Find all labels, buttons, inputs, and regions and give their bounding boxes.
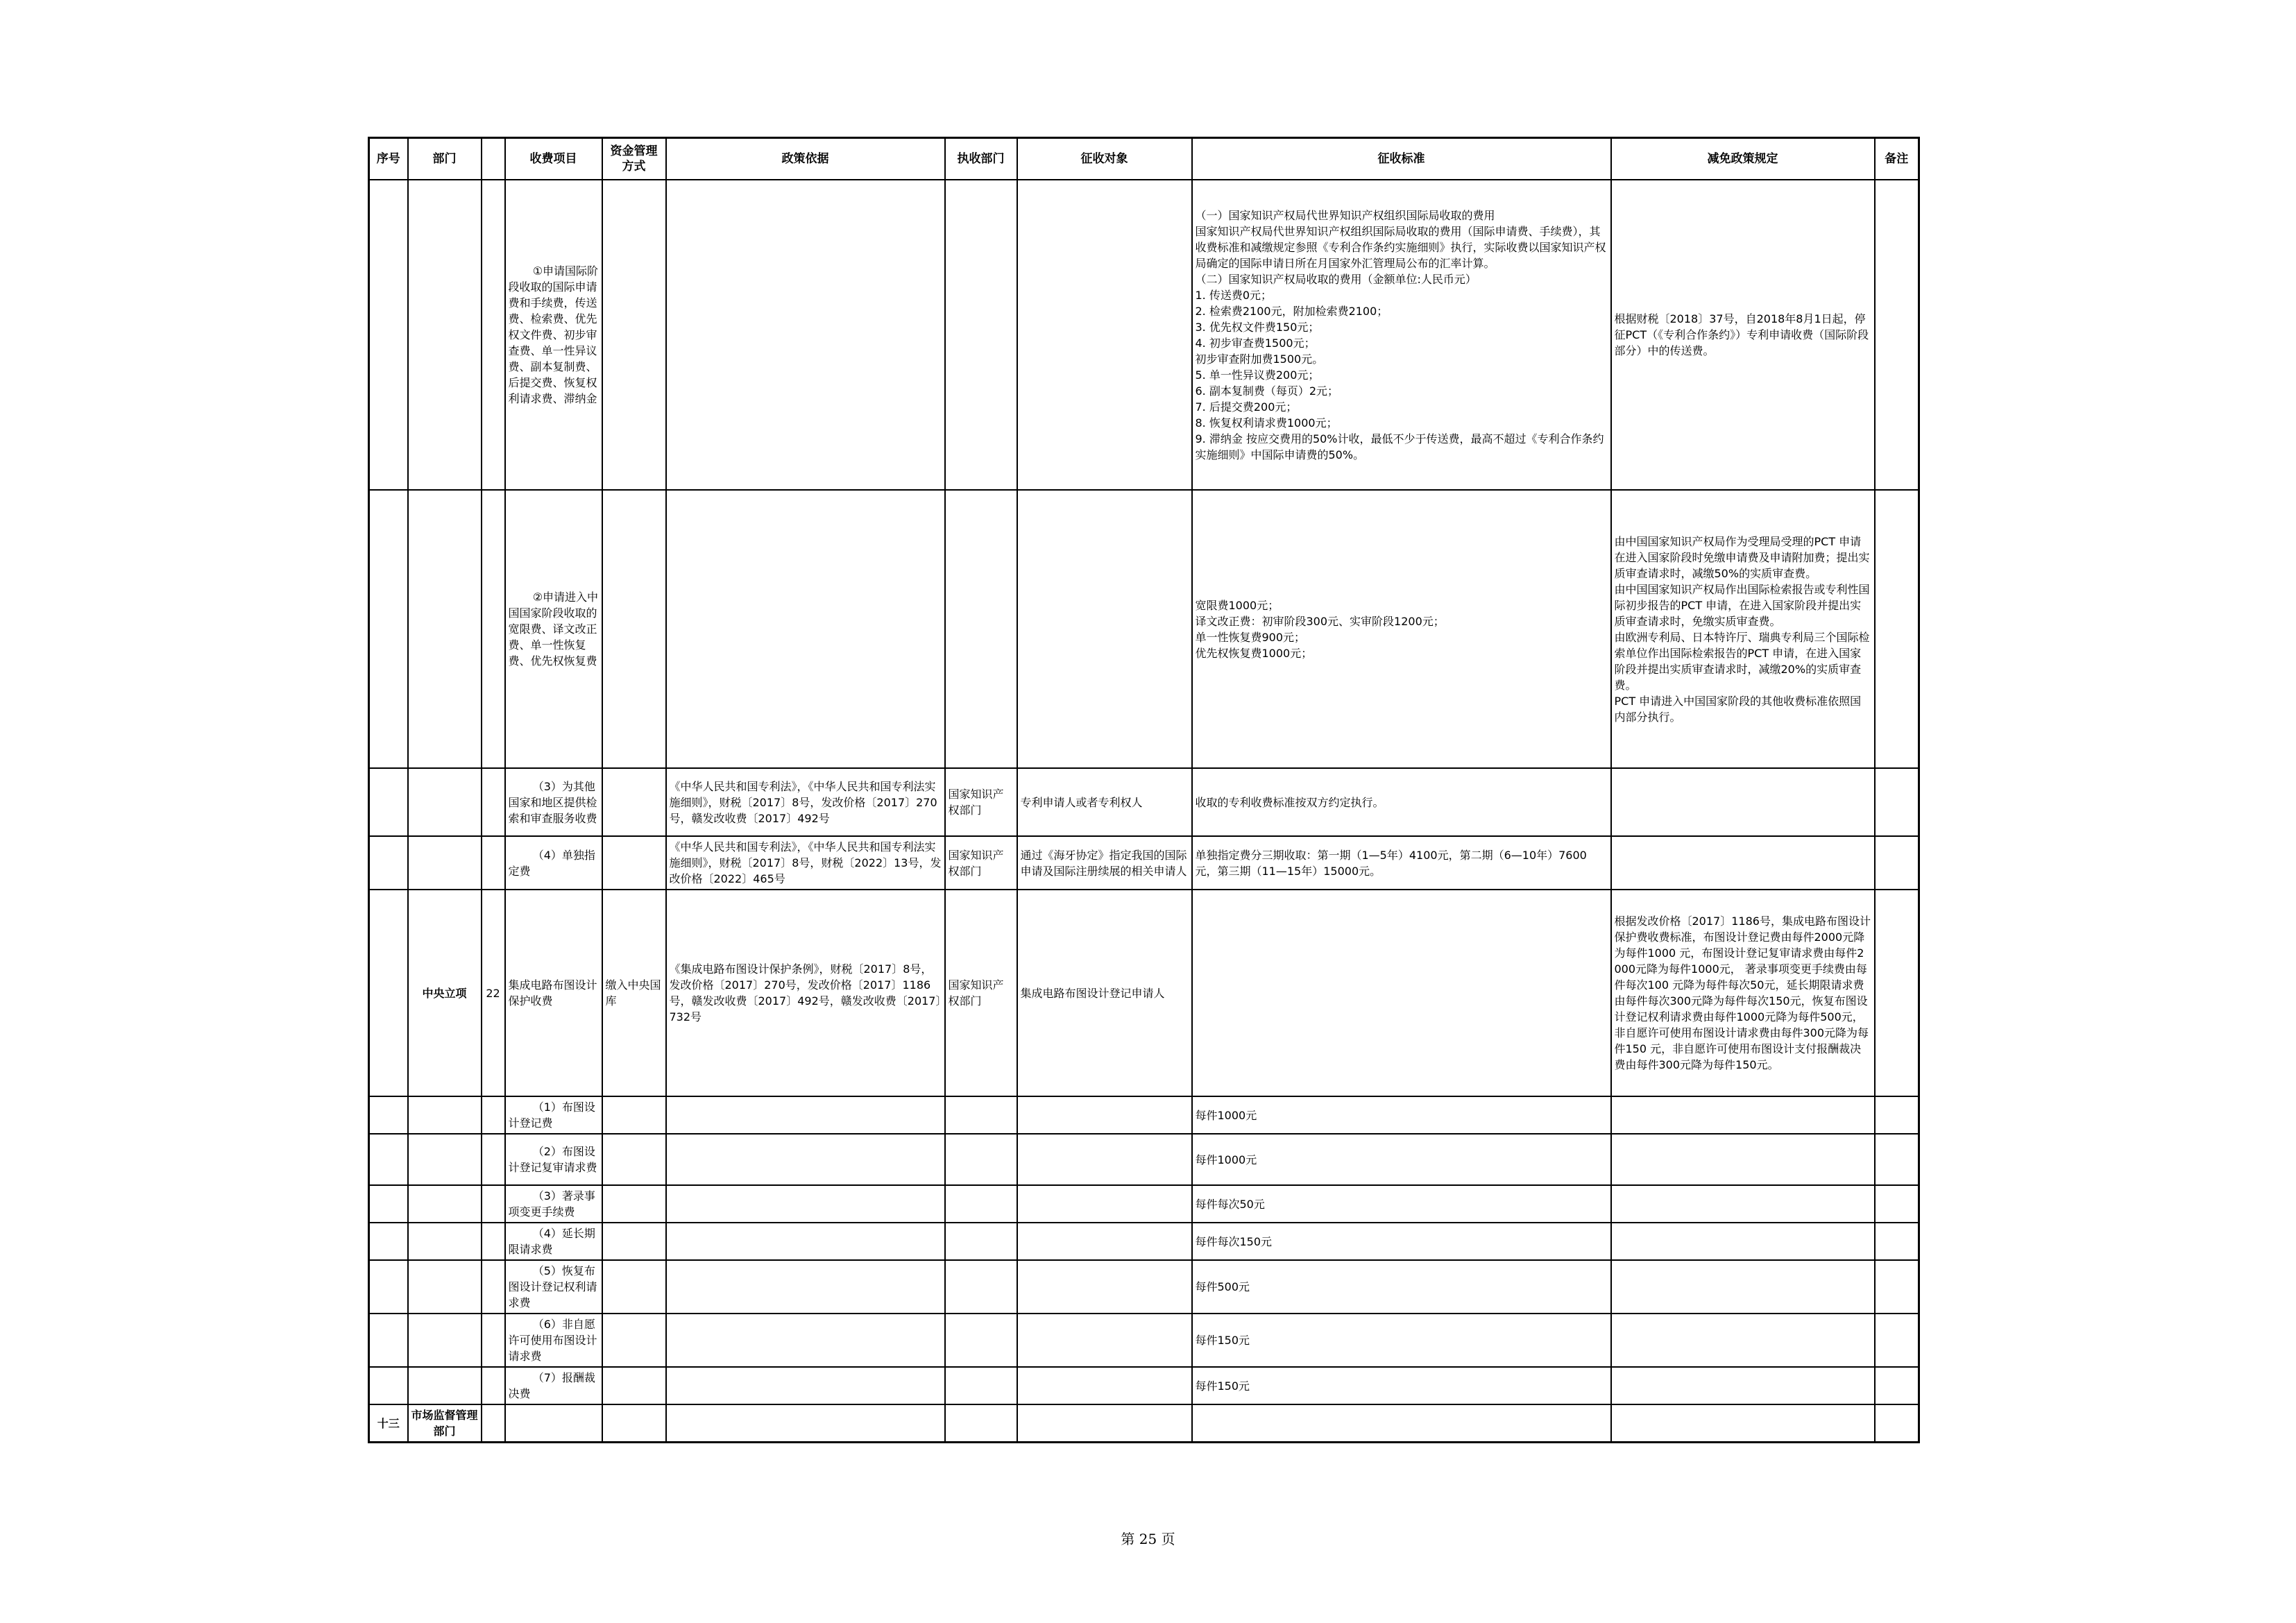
cell-exemption <box>1611 1185 1875 1223</box>
cell-standard: （一）国家知识产权局代世界知识产权组织国际局收取的费用 国家知识产权局代世界知识产权组织国际局收取的费用（国际申请费、手续费），其收费标准和减缴规定参照《专利合作条约实施细则》执行，实际收费以国家知识产权局确定的国际申请日所在月国家外汇管理局公布的汇率计算。 （二）国家知识产权局收取的费用（金额单位:人民币元） 1. 传送费0元； 2. 检索费2100元，附加检索费2100； 3. 优先权文件费150元； 4. 初步审查费1500元； 初步审查附加费1500元。 5. 单一性异议费200元； 6. 副本复制费（每页）2元； 7. 后提交费200元； 8. 恢复权利请求费1000元； 9. 滞纳金 按应交费用的50%计收，最低不少于传送费，最高不超过《专利合作条约实施细则》中国际申请费的50%。 <box>1192 180 1611 490</box>
table-row <box>369 768 1919 836</box>
cell-item: （4）单独指定费 <box>505 836 602 890</box>
cell-item <box>505 1404 602 1443</box>
cell-num <box>482 768 505 836</box>
cell-standard: 单独指定费分三期收取：第一期（1—5年）4100元，第二期（6—10年）7600元，第三期（11—15年）15000元。 <box>1192 836 1611 890</box>
cell-standard: 收取的专利收费标准按双方约定执行。 <box>1192 768 1611 836</box>
cell-target <box>1017 1223 1192 1260</box>
cell-target: 专利申请人或者专利权人 <box>1017 768 1192 836</box>
cell-basis <box>666 1223 945 1260</box>
cell-num <box>482 836 505 890</box>
cell-fund <box>602 1260 666 1314</box>
cell-remark <box>1875 890 1919 1096</box>
cell-remark <box>1875 1260 1919 1314</box>
cell-num <box>482 180 505 490</box>
cell-remark <box>1875 768 1919 836</box>
cell-fund <box>602 768 666 836</box>
header-target: 征收对象 <box>1017 138 1192 180</box>
cell-basis: 《中华人民共和国专利法》，《中华人民共和国专利法实施细则》，财税〔2017〕8号，财税〔2022〕13号，发改价格〔2022〕465号 <box>666 836 945 890</box>
cell-fund: 缴入中央国库 <box>602 890 666 1096</box>
table-row <box>369 836 1919 890</box>
header-num <box>482 138 505 180</box>
cell-exemption <box>1611 768 1875 836</box>
cell-dept <box>408 1134 482 1185</box>
cell-standard <box>1192 890 1611 1096</box>
cell-standard: 每件150元 <box>1192 1314 1611 1367</box>
cell-basis <box>666 1260 945 1314</box>
cell-dept <box>408 490 482 768</box>
table-row <box>369 1134 1919 1185</box>
header-basis: 政策依据 <box>666 138 945 180</box>
cell-dept <box>408 1260 482 1314</box>
cell-dept <box>408 836 482 890</box>
cell-standard: 每件150元 <box>1192 1367 1611 1404</box>
cell-fund <box>602 1314 666 1367</box>
cell-basis <box>666 1404 945 1443</box>
cell-dept <box>408 1185 482 1223</box>
cell-standard: 每件1000元 <box>1192 1096 1611 1134</box>
cell-basis <box>666 490 945 768</box>
cell-basis <box>666 1367 945 1404</box>
cell-standard <box>1192 1404 1611 1443</box>
cell-seq <box>369 180 408 490</box>
cell-fund <box>602 1367 666 1404</box>
cell-fund <box>602 1096 666 1134</box>
table-row <box>369 1367 1919 1404</box>
cell-item: 集成电路布图设计保护收费 <box>505 890 602 1096</box>
cell-target <box>1017 1185 1192 1223</box>
cell-dept <box>408 1314 482 1367</box>
header-item: 收费项目 <box>505 138 602 180</box>
cell-target: 集成电路布图设计登记申请人 <box>1017 890 1192 1096</box>
table-row <box>369 180 1919 490</box>
cell-exemption <box>1611 1404 1875 1443</box>
cell-num <box>482 1367 505 1404</box>
table-row <box>369 1096 1919 1134</box>
cell-remark <box>1875 1404 1919 1443</box>
cell-num <box>482 1314 505 1367</box>
cell-target <box>1017 1404 1192 1443</box>
cell-item: （6）非自愿许可使用布图设计请求费 <box>505 1314 602 1367</box>
cell-exemption <box>1611 836 1875 890</box>
cell-dept <box>408 1096 482 1134</box>
cell-seq <box>369 1260 408 1314</box>
table-row <box>369 1185 1919 1223</box>
cell-standard: 每件每次50元 <box>1192 1185 1611 1223</box>
cell-dept <box>408 180 482 490</box>
cell-num: 22 <box>482 890 505 1096</box>
cell-collector <box>945 180 1017 490</box>
cell-remark <box>1875 180 1919 490</box>
cell-exemption <box>1611 1223 1875 1260</box>
cell-num <box>482 1223 505 1260</box>
cell-fund <box>602 1404 666 1443</box>
cell-collector <box>945 1223 1017 1260</box>
cell-basis <box>666 1314 945 1367</box>
cell-fund <box>602 1223 666 1260</box>
cell-collector <box>945 1096 1017 1134</box>
cell-standard: 宽限费1000元； 译文改正费：初审阶段300元、实审阶段1200元； 单一性恢复费900元； 优先权恢复费1000元； <box>1192 490 1611 768</box>
cell-seq <box>369 836 408 890</box>
cell-seq <box>369 1223 408 1260</box>
header-dept: 部门 <box>408 138 482 180</box>
cell-seq <box>369 1134 408 1185</box>
cell-seq <box>369 890 408 1096</box>
cell-item: ①申请国际阶段收取的国际申请费和手续费，传送费、检索费、优先权文件费、初步审查费、单一性异议费、副本复制费、后提交费、恢复权利请求费、滞纳金 <box>505 180 602 490</box>
cell-remark <box>1875 1096 1919 1134</box>
cell-target <box>1017 1134 1192 1185</box>
cell-num <box>482 1185 505 1223</box>
cell-fund <box>602 836 666 890</box>
table-row <box>369 890 1919 1096</box>
cell-collector: 国家知识产权部门 <box>945 836 1017 890</box>
cell-exemption <box>1611 1367 1875 1404</box>
cell-num <box>482 1404 505 1443</box>
cell-basis: 《集成电路布图设计保护条例》，财税〔2017〕8号，发改价格〔2017〕270号，发改价格〔2017〕1186号，赣发改收费〔2017〕492号，赣发改收费〔2017〕732号 <box>666 890 945 1096</box>
cell-dept: 中央立项 <box>408 890 482 1096</box>
cell-collector <box>945 1134 1017 1185</box>
header-row <box>369 138 1919 180</box>
cell-target <box>1017 1314 1192 1367</box>
cell-collector <box>945 1404 1017 1443</box>
cell-seq <box>369 490 408 768</box>
cell-target <box>1017 1260 1192 1314</box>
cell-exemption <box>1611 1096 1875 1134</box>
cell-seq <box>369 1185 408 1223</box>
table-row <box>369 490 1919 768</box>
cell-collector <box>945 1185 1017 1223</box>
cell-target <box>1017 180 1192 490</box>
cell-num <box>482 1260 505 1314</box>
cell-exemption: 根据发改价格〔2017〕1186号，集成电路布图设计保护费收费标准，布图设计登记费由每件2000元降为每件1000 元，布图设计登记复审请求费由每件2000元降为每件1000元， 著录事项变更手续费由每件每次100 元降为每件每次50元，延长期限请求费由每件每次300元降为每件每次150元，恢复布图设计登记权利请求费由每件1000元降为每件500元，非自愿许可使用布图设计请求费由每件300元降为每件150 元，非自愿许可使用布图设计支付报酬裁决费由每件300元降为每件150元。 <box>1611 890 1875 1096</box>
cell-fund <box>602 1134 666 1185</box>
header-standard: 征收标准 <box>1192 138 1611 180</box>
cell-target <box>1017 490 1192 768</box>
cell-exemption <box>1611 1314 1875 1367</box>
table-row <box>369 1260 1919 1314</box>
cell-num <box>482 490 505 768</box>
cell-item: （2）布图设计登记复审请求费 <box>505 1134 602 1185</box>
cell-collector: 国家知识产权部门 <box>945 890 1017 1096</box>
cell-remark <box>1875 490 1919 768</box>
header-collector: 执收部门 <box>945 138 1017 180</box>
cell-standard: 每件1000元 <box>1192 1134 1611 1185</box>
cell-basis: 《中华人民共和国专利法》，《中华人民共和国专利法实施细则》，财税〔2017〕8号，发改价格〔2017〕270号，赣发改收费〔2017〕492号 <box>666 768 945 836</box>
cell-basis <box>666 1134 945 1185</box>
cell-item: （4）延长期限请求费 <box>505 1223 602 1260</box>
cell-item: ②申请进入中国国家阶段收取的宽限费、译文改正费、单一性恢复费、优先权恢复费 <box>505 490 602 768</box>
cell-fund <box>602 490 666 768</box>
cell-exemption <box>1611 1134 1875 1185</box>
table-row <box>369 1404 1919 1443</box>
cell-remark <box>1875 1134 1919 1185</box>
cell-dept: 市场监督管理部门 <box>408 1404 482 1443</box>
cell-remark <box>1875 1223 1919 1260</box>
cell-num <box>482 1096 505 1134</box>
cell-standard: 每件500元 <box>1192 1260 1611 1314</box>
cell-target: 通过《海牙协定》指定我国的国际申请及国际注册续展的相关申请人 <box>1017 836 1192 890</box>
cell-remark <box>1875 1185 1919 1223</box>
cell-dept <box>408 1367 482 1404</box>
header-fund: 资金管理方式 <box>602 138 666 180</box>
cell-collector <box>945 1314 1017 1367</box>
table-row <box>369 1314 1919 1367</box>
cell-item: （3）著录事项变更手续费 <box>505 1185 602 1223</box>
cell-seq: 十三 <box>369 1404 408 1443</box>
cell-basis <box>666 180 945 490</box>
cell-basis <box>666 1185 945 1223</box>
page-number: 第 25 页 <box>1121 1531 1175 1547</box>
cell-seq <box>369 1367 408 1404</box>
cell-exemption: 根据财税〔2018〕37号，自2018年8月1日起，停征PCT（《专利合作条约》）专利申请收费（国际阶段部分）中的传送费。 <box>1611 180 1875 490</box>
cell-basis <box>666 1096 945 1134</box>
cell-fund <box>602 1185 666 1223</box>
cell-fund <box>602 180 666 490</box>
cell-remark <box>1875 1314 1919 1367</box>
fee-table <box>368 137 1920 1443</box>
cell-standard: 每件每次150元 <box>1192 1223 1611 1260</box>
cell-seq <box>369 1314 408 1367</box>
header-exemption: 减免政策规定 <box>1611 138 1875 180</box>
cell-num <box>482 1134 505 1185</box>
cell-item: （1）布图设计登记费 <box>505 1096 602 1134</box>
cell-remark <box>1875 836 1919 890</box>
cell-target <box>1017 1367 1192 1404</box>
cell-item: （3）为其他国家和地区提供检索和审查服务收费 <box>505 768 602 836</box>
cell-item: （5）恢复布图设计登记权利请求费 <box>505 1260 602 1314</box>
cell-dept <box>408 768 482 836</box>
cell-collector: 国家知识产权部门 <box>945 768 1017 836</box>
header-seq: 序号 <box>369 138 408 180</box>
cell-seq <box>369 1096 408 1134</box>
cell-dept <box>408 1223 482 1260</box>
cell-exemption <box>1611 1260 1875 1314</box>
cell-item: （7）报酬裁决费 <box>505 1367 602 1404</box>
cell-remark <box>1875 1367 1919 1404</box>
cell-collector <box>945 1260 1017 1314</box>
cell-collector <box>945 1367 1017 1404</box>
cell-seq <box>369 768 408 836</box>
header-remark: 备注 <box>1875 138 1919 180</box>
cell-collector <box>945 490 1017 768</box>
cell-exemption: 由中国国家知识产权局作为受理局受理的PCT 申请在进入国家阶段时免缴申请费及申请附加费；提出实质审查请求时，减缴50%的实质审查费。 由中国国家知识产权局作出国际检索报告或专利性国际初步报告的PCT 申请，在进入国家阶段并提出实质审查请求时，免缴实质审查费。 由欧洲专利局、日本特许厅、瑞典专利局三个国际检索单位作出国际检索报告的PCT 申请，在进入国家阶段并提出实质审查请求时，减缴20%的实质审查费。 PCT 申请进入中国国家阶段的其他收费标准依照国内部分执行。 <box>1611 490 1875 768</box>
table-row <box>369 1223 1919 1260</box>
cell-target <box>1017 1096 1192 1134</box>
